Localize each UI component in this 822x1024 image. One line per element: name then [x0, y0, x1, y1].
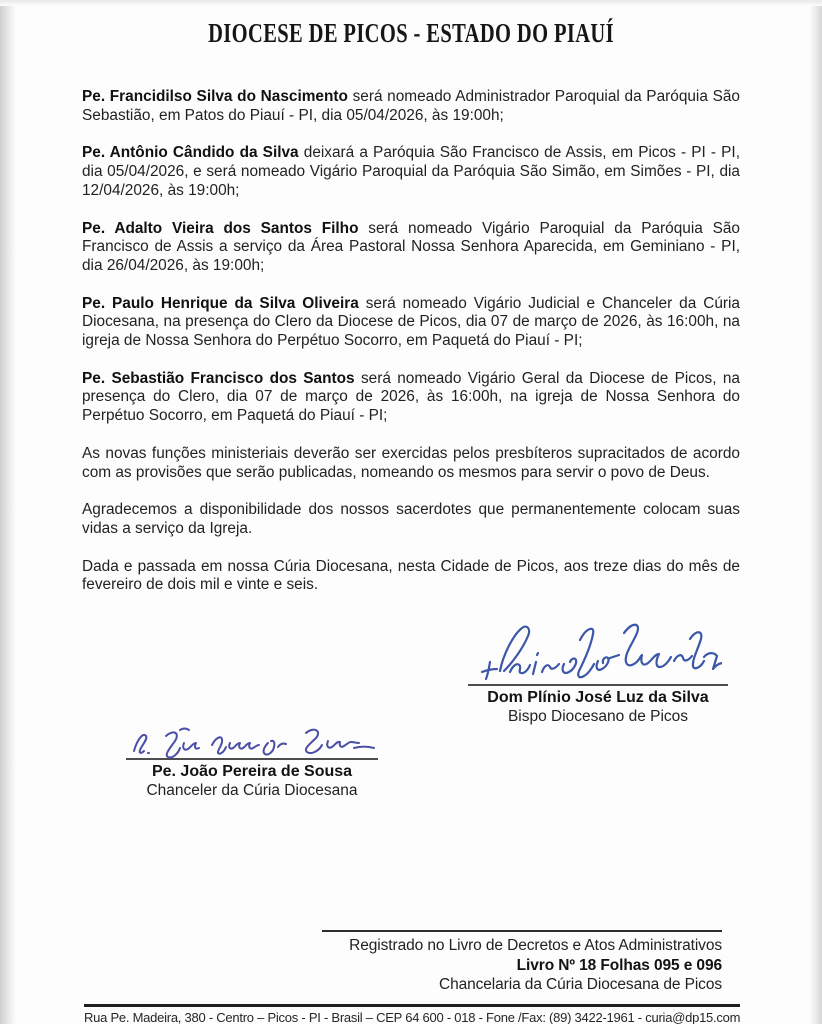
bishop-role: Bispo Diocesano de Picos [507, 708, 689, 725]
paragraph-text: será nomeado Vigário Judicial e Chanceler da Cúria Diocesana, na presença do Clero da Diocese de Picos, dia 07 de março de 2026, às 16:00h, na igreja de Nossa Senhora do Perpétuo Socorro, em Paquetá do Piauí - PI; [82, 294, 740, 350]
registration-book-number: Livro Nº 18 Folhas 095 e 096 [516, 956, 722, 974]
decree-paragraph [82, 501, 740, 538]
priest-name: Pe. Paulo Henrique da Silva Oliveira [82, 294, 359, 312]
bishop-signature-line [468, 684, 728, 686]
chancellor-role: Chanceler da Cúria Diocesana [146, 782, 358, 799]
decree-paragraph [82, 144, 740, 200]
registration-block [322, 930, 722, 995]
registration-line3: Chancelaria da Cúria Diocesana de Picos [438, 976, 722, 993]
decree-paragraph [82, 88, 740, 125]
decree-paragraph [82, 558, 740, 595]
decree-paragraph [82, 295, 740, 351]
footer-address: Rua Pe. Madeira, 380 - Centro – Picos - PI - Brasil – CEP 64 600 - 018 - Fone /Fax: (89) 3422-1961 - curia@dp15.com [84, 1010, 741, 1024]
document-footer [84, 1004, 740, 1024]
decree-paragraph [82, 220, 740, 276]
paragraph-text: deixará a Paróquia São Francisco de Assis, em Picos - PI - PI, dia 05/04/2026, e será nomeado Vigário Paroquial da Paróquia São Simão, em Simões - PI, dia 12/04/2026, às 19:00h; [82, 144, 740, 199]
document-title [0, 18, 822, 49]
chancellor-name: Pe. João Pereira de Sousa [151, 763, 353, 780]
chancellor-handwritten-signature-icon [126, 724, 378, 760]
page-edge-shadow-top [0, 0, 822, 6]
paragraph-text: Dada e passada em nossa Cúria Diocesana, nesta Cidade de Picos, aos treze dias do mês de fevereiro de dois mil e vinte e seis. [82, 557, 740, 594]
priest-name: Pe. Sebastião Francisco dos Santos [82, 369, 355, 387]
decree-paragraph [82, 445, 740, 482]
registration-line1: Registrado no Livro de Decretos e Atos Administrativos [349, 937, 722, 954]
bishop-signature-block [468, 620, 728, 727]
priest-name: Pe. Adalto Vieira dos Santos Filho [82, 219, 359, 237]
paragraph-text: será nomeado Vigário Geral da Diocese de Picos, na presença do Clero, dia 07 de março de 2026, às 16:00h, na igreja de Nossa Senhora do Perpétuo Socorro, em Paquetá do Piauí - PI; [82, 369, 740, 425]
priest-name: Pe. Francidilso Silva do Nascimento [82, 88, 348, 105]
priest-name: Pe. Antônio Cândido da Silva [82, 144, 299, 162]
document-title-text: DIOCESE DE PICOS - ESTADO DO PIAUÍ [208, 18, 614, 48]
chancellor-signature-line [126, 758, 378, 760]
paragraph-text: Agradecemos a disponibilidade dos nossos sacerdotes que permanentemente colocam suas vidas a serviço da Igreja. [82, 501, 740, 537]
paragraph-text: será nomeado Administrador Paroquial da Paróquia São Sebastião, em Patos do Piauí - PI, dia 05/04/2026, às 19:00h; [82, 88, 740, 124]
chancellor-signature-block [126, 724, 378, 801]
paragraph-text: será nomeado Vigário Paroquial da Paróquia São Francisco de Assis a serviço da Área Pastoral Nossa Senhora Aparecida, em Geminiano - PI, dia 26/04/2026, às 19:00h; [82, 219, 740, 274]
decree-paragraph [82, 370, 740, 426]
page-edge-shadow-right [809, 0, 822, 1024]
bishop-name: Dom Plínio José Luz da Silva [487, 689, 709, 706]
bishop-handwritten-signature-icon [474, 620, 722, 686]
decree-body [82, 88, 740, 595]
paragraph-text: As novas funções ministeriais deverão ser exercidas pelos presbíteros supracitados de acordo com as provisões que serão publicadas, nomeando os mesmos para servir o povo de Deus. [82, 444, 740, 481]
page-edge-shadow-left [0, 0, 16, 1024]
